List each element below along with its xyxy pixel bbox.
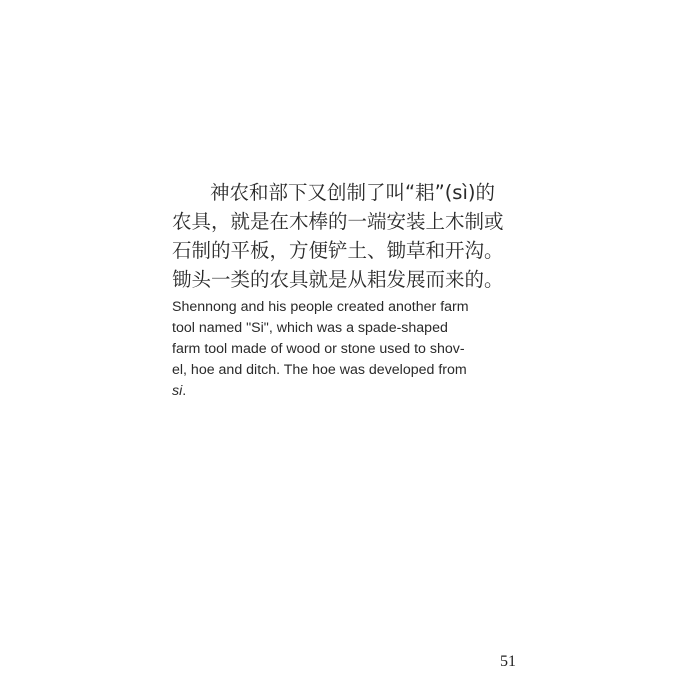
english-paragraph xyxy=(172,297,532,402)
sentence-end-period: . xyxy=(182,383,187,399)
english-line-4: el, hoe and ditch. The hoe was developed from xyxy=(172,362,467,378)
english-line-5 xyxy=(172,381,532,402)
chinese-paragraph xyxy=(172,178,532,294)
chinese-line-4: 锄头一类的农具就是从耜发展而来的。 xyxy=(172,268,504,291)
english-line-3: farm tool made of wood or stone used to shov- xyxy=(172,341,465,357)
chinese-line-2: 农具，就是在木棒的一端安装上木制或 xyxy=(172,210,504,233)
page-number: 51 xyxy=(500,653,516,670)
english-line-2: tool named "Si", which was a spade-shaped xyxy=(172,320,448,336)
italic-term-si: si xyxy=(172,383,183,399)
chinese-line-3: 石制的平板，方便铲土、锄草和开沟。 xyxy=(172,239,504,262)
chinese-line-1: 神农和部下又创制了叫“耜”(sì)的 xyxy=(210,181,495,204)
english-line-1: Shennong and his people created another farm xyxy=(172,299,469,315)
